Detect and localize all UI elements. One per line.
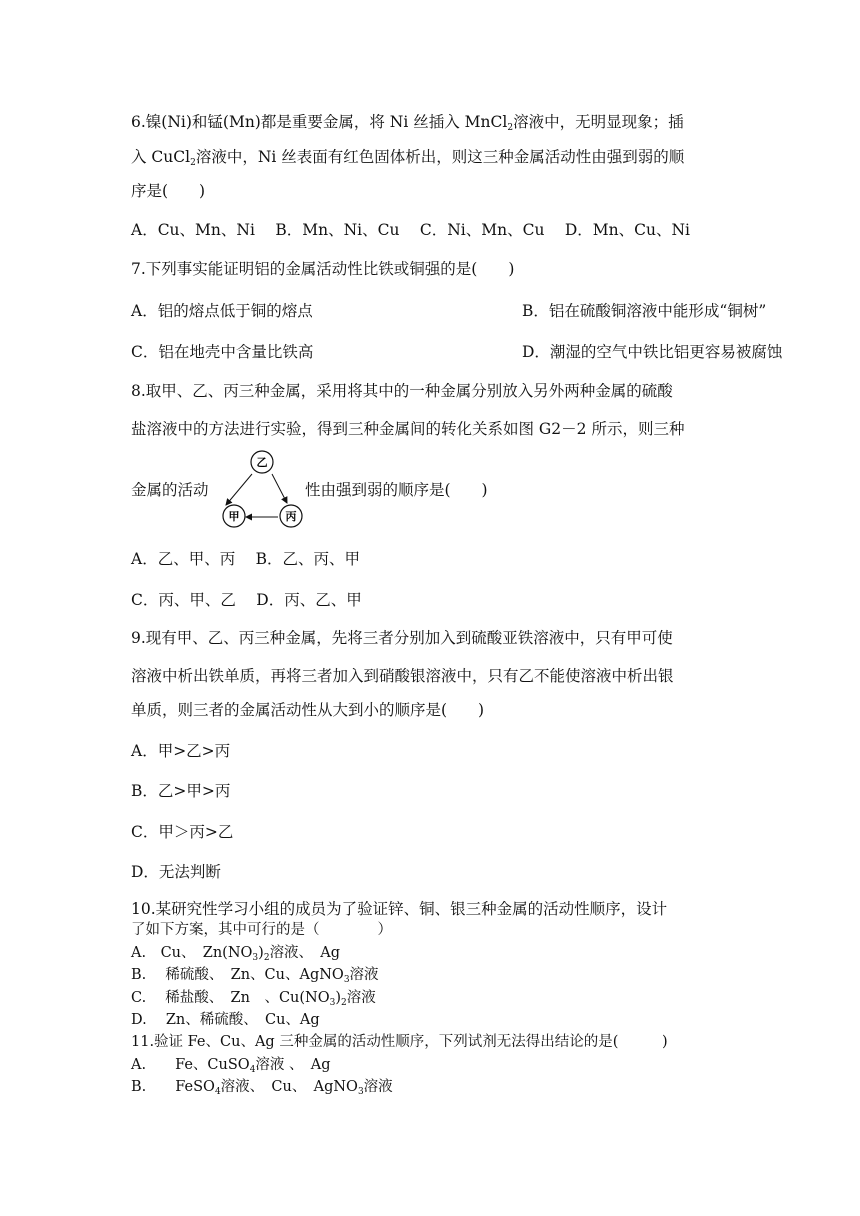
q10-option-b: B. 稀硫酸、 Zn、Cu、AgNO$_3$溶液 <box>131 967 379 985</box>
q6-stem-line-2: 入 CuCl$_2$溶液中，Ni 丝表面有红色固体析出，则这三种金属活动性由强到弱的顺 <box>131 148 685 168</box>
q9-stem-line-2: 溶液中析出铁单质，再将三者加入到硝酸银溶液中，只有乙不能使溶液中析出银 <box>131 667 674 685</box>
q6-stem-line-3: 序是( ) <box>131 182 206 200</box>
q11-option-b: B. FeSO$_4$溶液、 Cu、 AgNO$_3$溶液 <box>131 1079 393 1097</box>
q10-option-a: A. Cu、 $Zn(NO_3)_2$溶液、 Ag <box>131 945 341 963</box>
q7-stem: 7.下列事实能证明铝的金属活动性比铁或铜强的是( ) <box>131 260 515 278</box>
q10-stem-line-1: 10.某研究性学习小组的成员为了验证锌、铜、银三种金属的活动性顺序，设计 <box>131 900 668 918</box>
q8-options-row-2: C．丙、甲、乙 D．丙、乙、甲 <box>131 591 362 609</box>
q11-option-a: A. Fe、CuSO$_4$溶液 、 Ag <box>131 1057 331 1075</box>
q10-option-c: C. 稀盐酸、 Zn 、$Cu(NO_3)_2$溶液 <box>131 990 376 1008</box>
q9-stem-line-1: 9.现有甲、乙、丙三种金属，先将三者分别加入到硫酸亚铁溶液中，只有甲可使 <box>131 629 673 647</box>
q9-option-a: A．甲>乙>丙 <box>131 742 231 760</box>
q7-options-row-2 <box>131 342 783 362</box>
q8-stem-line-2: 盐溶液中的方法进行实验，得到三种金属间的转化关系如图 G2－2 所示，则三种 <box>131 420 685 438</box>
q10-stem-line-2: 了如下方案，其中可行的是（ ） <box>131 922 392 938</box>
q9-option-b: B．乙>甲>丙 <box>131 782 231 800</box>
arrow-yi-to-jia <box>226 474 252 505</box>
q8-stem-line-3-right: 性由强到弱的顺序是( ) <box>305 481 488 499</box>
node-bing-label: 丙 <box>285 510 297 523</box>
q6-stem-line-1: 6.镍(Ni)和锰(Mn)都是重要金属，将 Ni 丝插入 MnCl$_2$溶液中，无明显现象；插 <box>131 113 684 133</box>
q8-stem-line-1: 8.取甲、乙、丙三种金属，采用将其中的一种金属分别放入另外两种金属的硫酸 <box>131 382 673 400</box>
q10-option-d: D. Zn、稀硫酸、 Cu、Ag <box>131 1012 320 1028</box>
q8-options-row-1: A．乙、甲、丙 B．乙、丙、甲 <box>131 550 361 568</box>
node-yi-label: 乙 <box>256 456 268 469</box>
q9-stem-line-3: 单质，则三者的金属活动性从大到小的顺序是( ) <box>131 701 485 719</box>
q7-option-b: B．铝在硫酸铜溶液中能形成“铜树” <box>522 302 767 320</box>
q7-option-c: C．铝在地壳中含量比铁高 <box>131 343 314 361</box>
metal-conversion-diagram <box>215 448 309 532</box>
q7-option-d: D．潮湿的空气中铁比铝更容易被腐蚀 <box>522 343 783 361</box>
q9-option-c: C．甲＞丙>乙 <box>131 823 234 841</box>
q7-option-a: A．铝的熔点低于铜的熔点 <box>131 302 313 320</box>
q11-stem: 11.验证 Fe、Cu、Ag 三种金属的活动性顺序，下列试剂无法得出结论的是( ) <box>131 1034 668 1050</box>
node-jia-label: 甲 <box>228 510 240 523</box>
q7-options-row-1 <box>131 301 767 321</box>
q6-options: A．Cu、Mn、Ni B．Mn、Ni、Cu C．Ni、Mn、Cu D．Mn、Cu、Ni <box>131 221 691 239</box>
q9-option-d: D．无法判断 <box>131 863 221 881</box>
q8-stem-line-3-left: 金属的活动 <box>131 481 209 499</box>
arrow-yi-to-bing <box>272 474 287 503</box>
